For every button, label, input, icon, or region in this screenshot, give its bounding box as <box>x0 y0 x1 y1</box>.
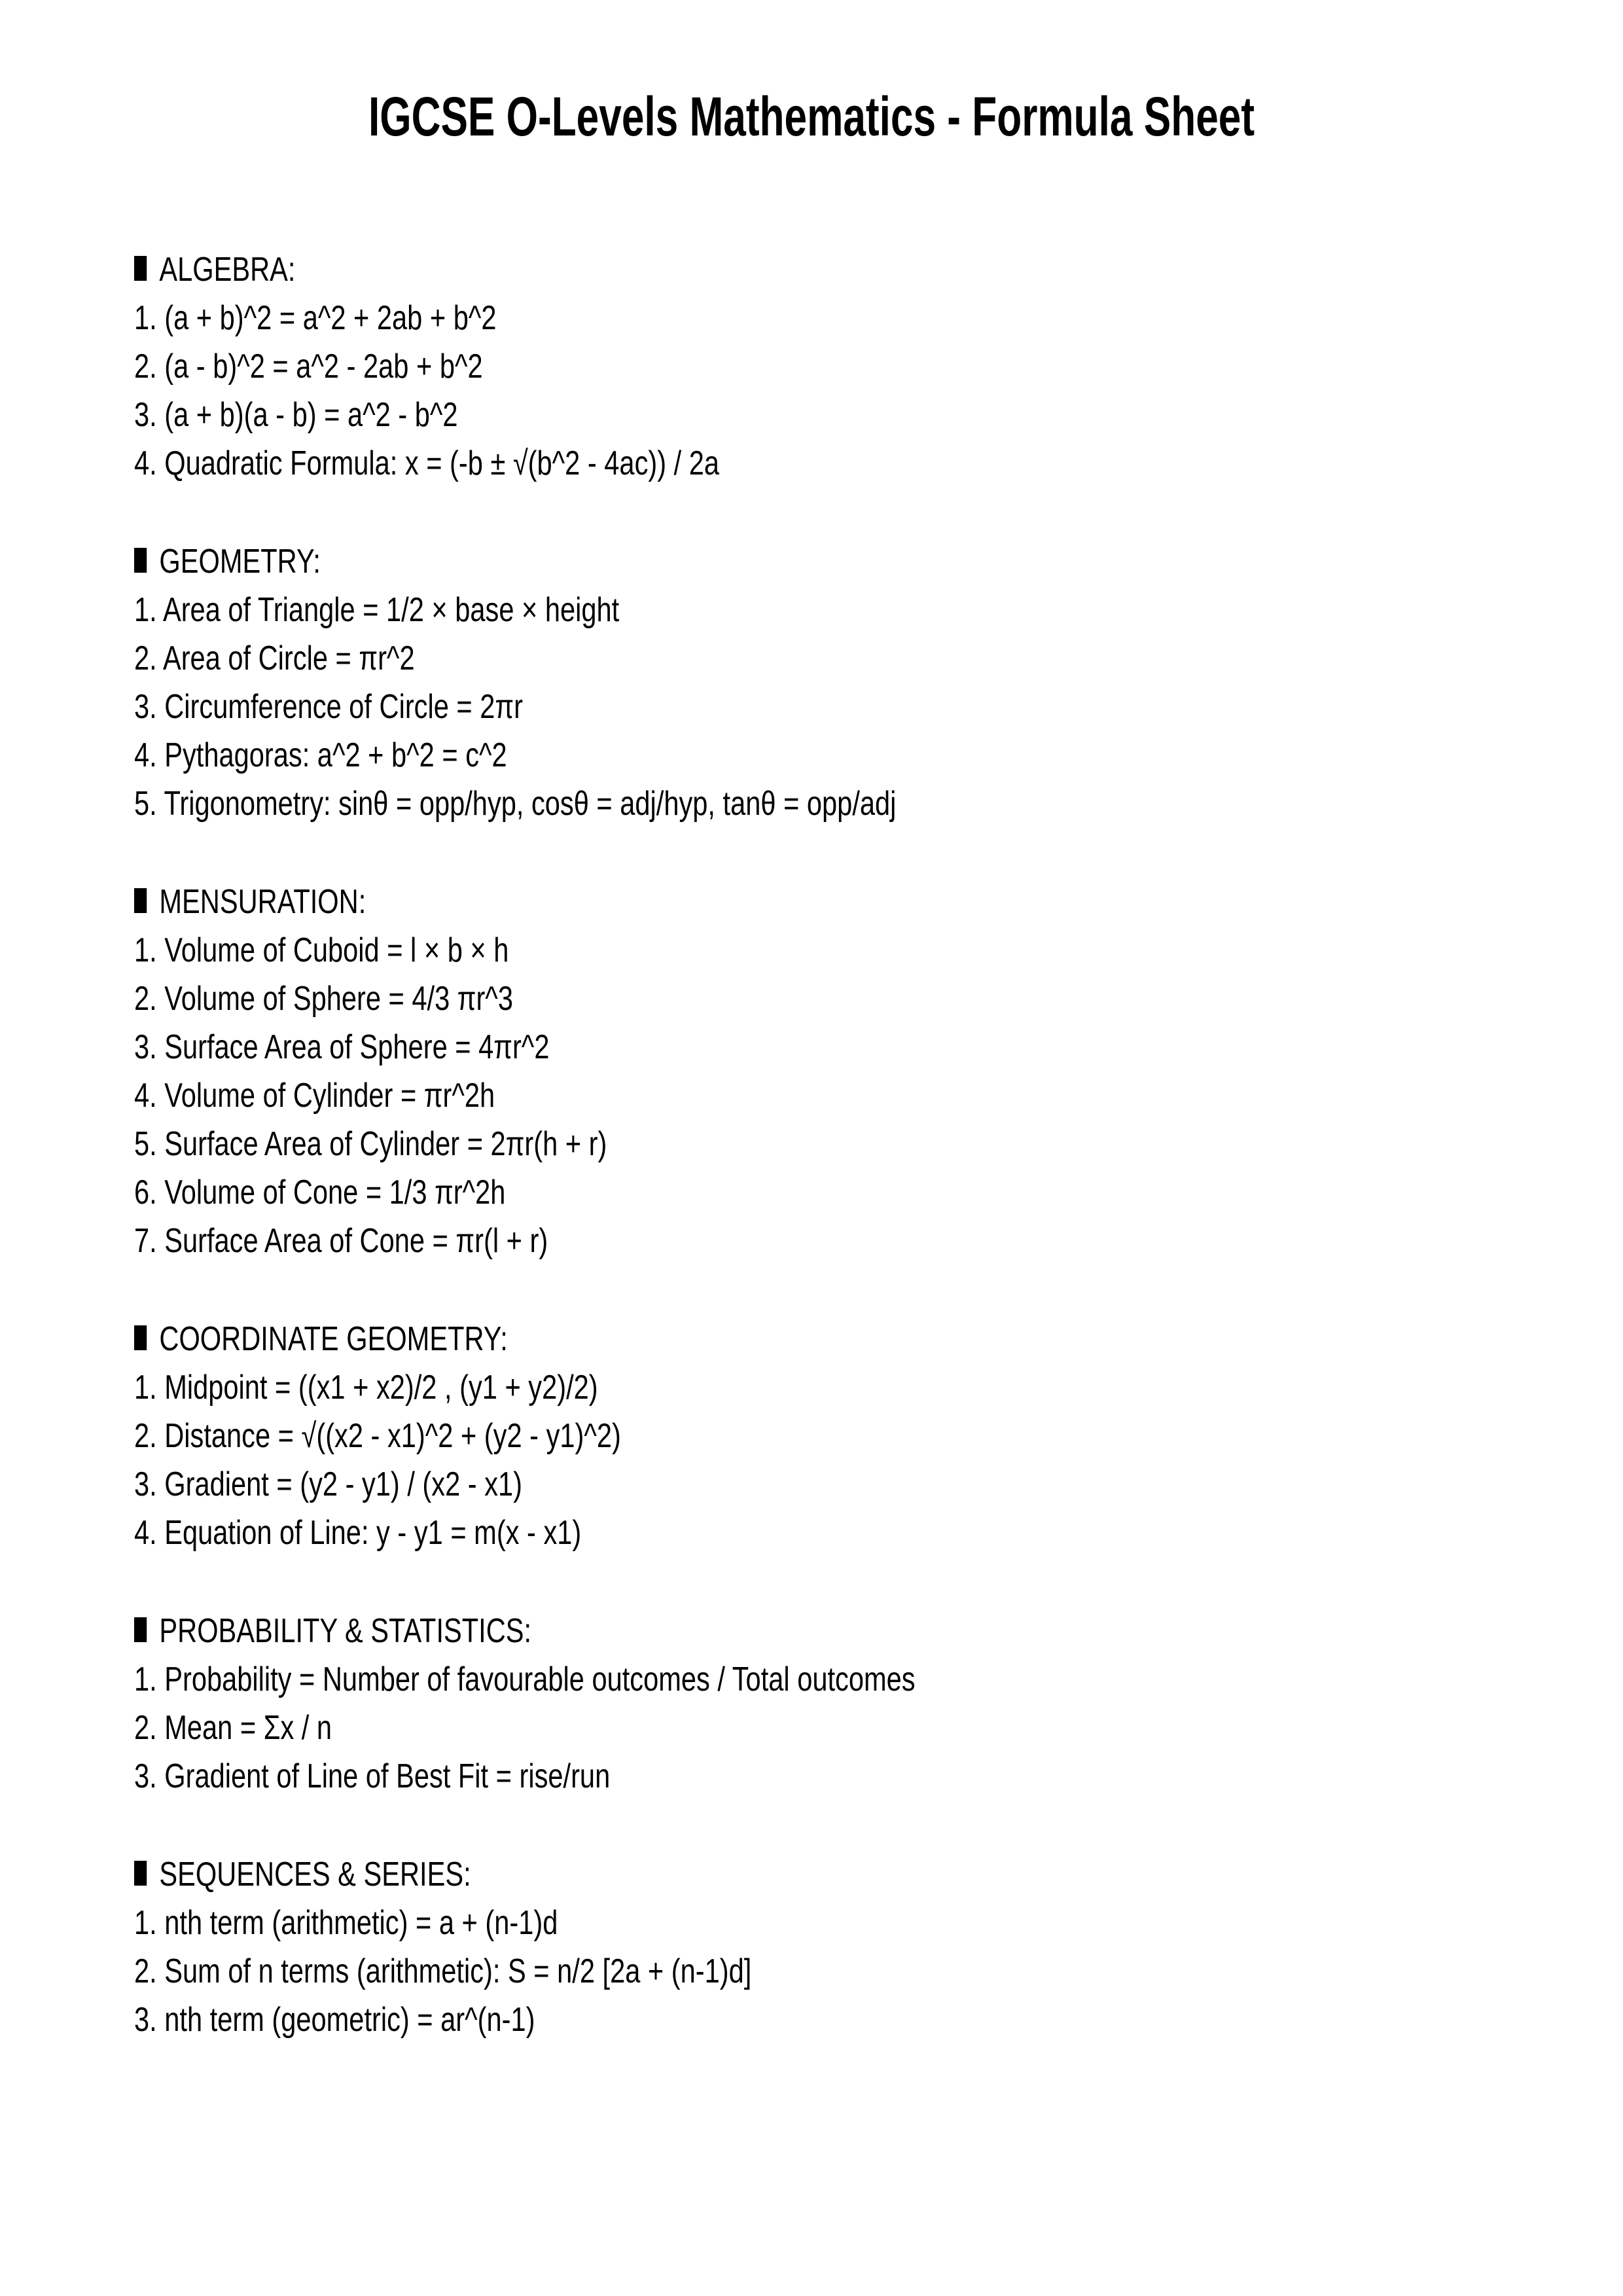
formula-item: 2. Volume of Sphere = 4/3 πr^3 <box>134 980 513 1018</box>
page-title: IGCSE O-Levels Mathematics - Formula Sheet <box>368 86 1255 147</box>
section-heading-label: SEQUENCES & SERIES: <box>159 1856 471 1893</box>
section-heading <box>134 1850 1325 1899</box>
section-geometry <box>134 537 1623 828</box>
formula-item: 6. Volume of Cone = 1/3 πr^2h <box>134 1174 506 1211</box>
section-heading <box>134 878 1325 926</box>
black-square-icon <box>134 1325 147 1350</box>
formula-item: 5. Surface Area of Cylinder = 2πr(h + r) <box>134 1125 607 1163</box>
formula-item: 2. Distance = √((x2 - x1)^2 + (y2 - y1)^2) <box>134 1417 621 1455</box>
section-heading-label: GEOMETRY: <box>159 543 321 581</box>
black-square-icon <box>134 1861 147 1886</box>
formula-item: 1. nth term (arithmetic) = a + (n-1)d <box>134 1904 558 1942</box>
formula-item: 7. Surface Area of Cone = πr(l + r) <box>134 1222 548 1260</box>
formula-item: 1. Volume of Cuboid = l × b × h <box>134 931 509 969</box>
formula-item: 3. (a + b)(a - b) = a^2 - b^2 <box>134 396 458 434</box>
section-heading <box>134 537 1325 586</box>
section-mensuration <box>134 878 1623 1265</box>
formula-item: 4. Pythagoras: a^2 + b^2 = c^2 <box>134 736 507 774</box>
formula-item: 1. Probability = Number of favourable outcomes / Total outcomes <box>134 1660 916 1698</box>
formula-content <box>0 150 1623 2044</box>
formula-item: 2. Sum of n terms (arithmetic): S = n/2 [2a + (n-1)d] <box>134 1952 752 1990</box>
formula-item: 4. Equation of Line: y - y1 = m(x - x1) <box>134 1514 582 1552</box>
section-heading-label: COORDINATE GEOMETRY: <box>159 1320 508 1358</box>
formula-item: 4. Quadratic Formula: x = (-b ± √(b^2 - 4ac)) / 2a <box>134 444 720 482</box>
section-sequences-series <box>134 1850 1623 2044</box>
formula-item: 3. Surface Area of Sphere = 4πr^2 <box>134 1028 550 1066</box>
section-heading-label: MENSURATION: <box>159 883 366 921</box>
formula-item: 3. Gradient of Line of Best Fit = rise/run <box>134 1757 611 1795</box>
formula-item: 1. Midpoint = ((x1 + x2)/2 , (y1 + y2)/2) <box>134 1369 598 1407</box>
formula-item: 3. nth term (geometric) = ar^(n-1) <box>134 2001 535 2039</box>
section-heading <box>134 1607 1325 1655</box>
formula-item: 1. (a + b)^2 = a^2 + 2ab + b^2 <box>134 299 497 337</box>
section-heading-label: PROBABILITY & STATISTICS: <box>159 1612 532 1650</box>
black-square-icon <box>134 1617 147 1642</box>
black-square-icon <box>134 256 147 281</box>
formula-item: 3. Circumference of Circle = 2πr <box>134 688 523 726</box>
black-square-icon <box>134 548 147 573</box>
formula-item: 2. Mean = Σx / n <box>134 1709 332 1747</box>
section-heading-label: ALGEBRA: <box>159 251 296 289</box>
formula-item: 1. Area of Triangle = 1/2 × base × height <box>134 591 620 629</box>
formula-item: 2. Area of Circle = πr^2 <box>134 639 415 677</box>
section-coordinate-geometry <box>134 1315 1623 1557</box>
black-square-icon <box>134 888 147 913</box>
formula-item: 3. Gradient = (y2 - y1) / (x2 - x1) <box>134 1465 522 1503</box>
section-heading <box>134 245 1325 294</box>
formula-item: 5. Trigonometry: sinθ = opp/hyp, cosθ = adj/hyp, tanθ = opp/adj <box>134 785 897 823</box>
section-probability-statistics <box>134 1607 1623 1801</box>
section-algebra <box>134 245 1623 488</box>
formula-item: 2. (a - b)^2 = a^2 - 2ab + b^2 <box>134 348 483 386</box>
section-heading <box>134 1315 1325 1363</box>
formula-item: 4. Volume of Cylinder = πr^2h <box>134 1077 495 1115</box>
